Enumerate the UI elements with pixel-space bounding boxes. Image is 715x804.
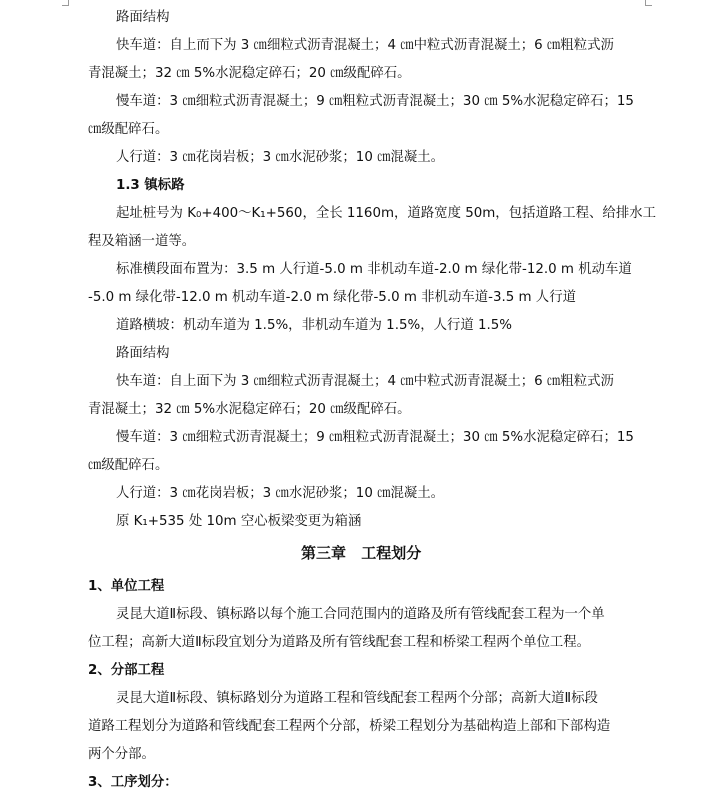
section-heading: 3、工序划分：: [88, 775, 178, 790]
text-line: 人行道：3 ㎝花岗岩板；3 ㎝水泥砂浆；10 ㎝混凝土。: [116, 486, 445, 501]
section-heading: 1、单位工程: [88, 579, 165, 594]
text-line: 路面结构: [116, 10, 170, 25]
text-line: 青混凝土；32 ㎝ 5%水泥稳定碎石；20 ㎝级配碎石。: [88, 402, 411, 417]
text-line: ㎝级配碎石。: [88, 458, 169, 473]
text-line: 快车道：自上而下为 3 ㎝细粒式沥青混凝土；4 ㎝中粒式沥青混凝土；6 ㎝粗粒式沥: [116, 38, 614, 53]
text-line: 原 K₁+535 处 10m 空心板梁变更为箱涵: [116, 514, 362, 529]
margin-corner-mark-left-h: [62, 5, 69, 6]
chapter-title: 第三章 工程划分: [301, 544, 422, 562]
text-line: ㎝级配碎石。: [88, 122, 169, 137]
text-line: 道路横坡：机动车道为 1.5%，非机动车道为 1.5%，人行道 1.5%: [116, 318, 513, 333]
text-line: 两个分部。: [88, 747, 155, 762]
text-line: -5.0 m 绿化带-12.0 m 机动车道-2.0 m 绿化带-5.0 m 非机动车道-3.5 m 人行道: [88, 290, 576, 305]
text-line: 程及箱涵一道等。: [88, 234, 196, 249]
text-line: 起址桩号为 K₀+400～K₁+560，全长 1160m，道路宽度 50m，包括道路工程、给排水工: [116, 206, 656, 221]
section-heading: 2、分部工程: [88, 663, 165, 678]
section-heading: 1.3 镇标路: [116, 178, 185, 193]
text-line: 标准横段面布置为：3.5 m 人行道-5.0 m 非机动车道-2.0 m 绿化带-12.0 m 机动车道: [116, 262, 632, 277]
text-line: 位工程；高新大道Ⅱ标段宜划分为道路及所有管线配套工程和桥梁工程两个单位工程。: [88, 635, 591, 650]
text-line: 路面结构: [116, 346, 170, 361]
text-line: 慢车道：3 ㎝细粒式沥青混凝土；9 ㎝粗粒式沥青混凝土；30 ㎝ 5%水泥稳定碎石；15: [116, 430, 634, 445]
text-line: 灵昆大道Ⅱ标段、镇标路以每个施工合同范围内的道路及所有管线配套工程为一个单: [116, 607, 605, 622]
text-line: 灵昆大道Ⅱ标段、镇标路划分为道路工程和管线配套工程两个分部；高新大道Ⅱ标段: [116, 691, 598, 706]
text-line: 人行道：3 ㎝花岗岩板；3 ㎝水泥砂浆；10 ㎝混凝土。: [116, 150, 445, 165]
text-line: 道路工程划分为道路和管线配套工程两个分部，桥梁工程划分为基础构造上部和下部构造: [88, 719, 611, 734]
text-line: 快车道：自上面下为 3 ㎝细粒式沥青混凝土；4 ㎝中粒式沥青混凝土；6 ㎝粗粒式沥: [116, 374, 614, 389]
text-line: 青混凝土；32 ㎝ 5%水泥稳定碎石；20 ㎝级配碎石。: [88, 66, 411, 81]
margin-corner-mark-right-h: [645, 5, 652, 6]
text-line: 慢车道：3 ㎝细粒式沥青混凝土；9 ㎝粗粒式沥青混凝土；30 ㎝ 5%水泥稳定碎石；15: [116, 94, 634, 109]
